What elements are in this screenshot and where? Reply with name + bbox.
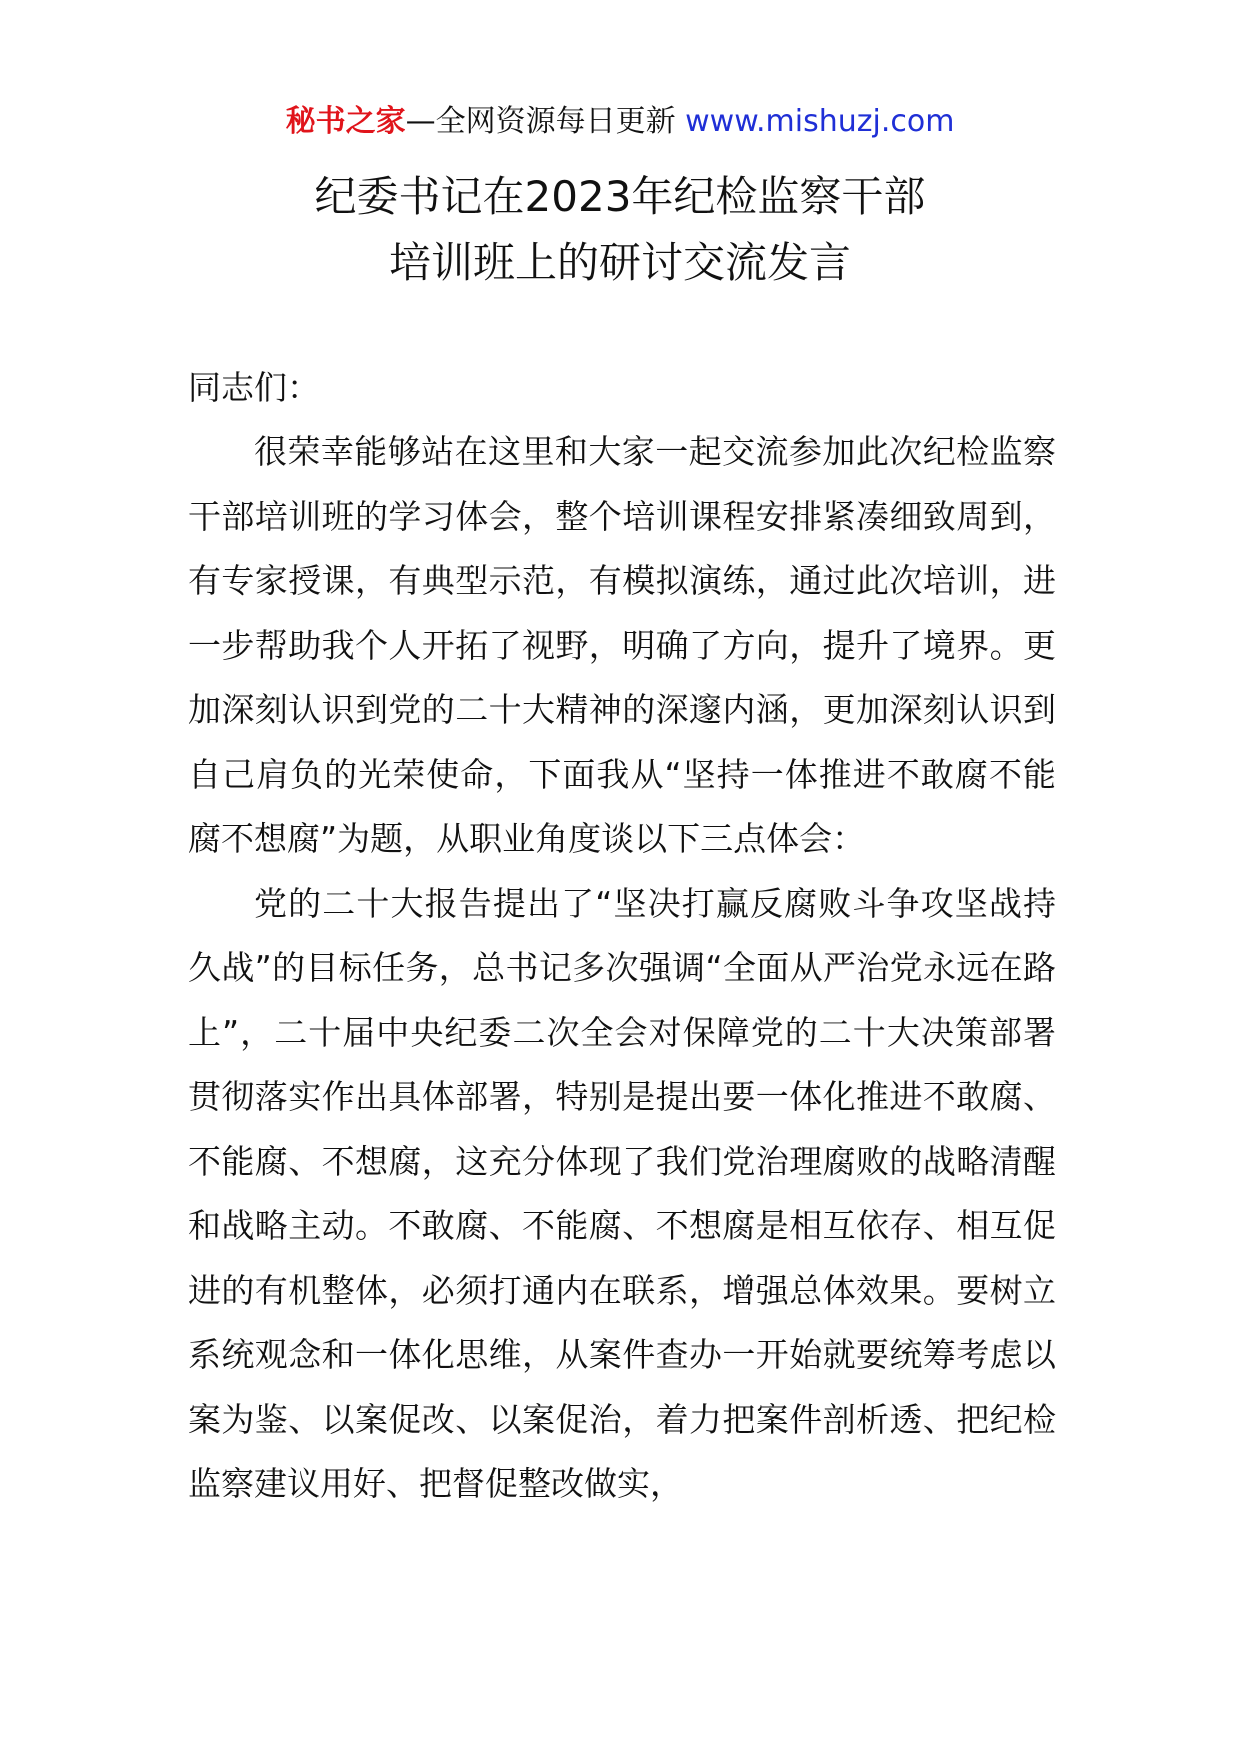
- site-url-link[interactable]: www.mishuzj.com: [685, 104, 955, 139]
- brand-name: 秘书之家: [285, 104, 406, 139]
- title-line-1: 纪委书记在2023年纪检监察干部: [314, 172, 926, 221]
- document-body: [188, 420, 1056, 1517]
- body-paragraph-2: 党的二十大报告提出了“坚决打赢反腐败斗争攻坚战持久战”的目标任务，总书记多次强调“全面从严治党永远在路上”，二十届中央纪委二次全会对保障党的二十大决策部署贯彻落实作出具体部署，特别是提出要一体化推进不敢腐、不能腐、不想腐，这充分体现了我们党治理腐败的战略清醒和战略主动。不敢腐、不能腐、不想腐是相互依存、相互促进的有机整体，必须打通内在联系，增强总体效果。要树立系统观念和一体化思维，从案件查办一开始就要统筹考虑以案为鉴、以案促改、以案促治，着力把案件剖析透、把纪检监察建议用好、把督促整改做实，: [188, 883, 1056, 1503]
- title-line-2: 培训班上的研讨交流发言: [388, 238, 851, 287]
- body-paragraph-1: 很荣幸能够站在这里和大家一起交流参加此次纪检监察干部培训班的学习体会，整个培训课程安排紧凑细致周到，有专家授课，有典型示范，有模拟演练，通过此次培训，进一步帮助我个人开拓了视野，明确了方向，提升了境界。更加深刻认识到党的二十大精神的深邃内涵，更加深刻认识到自己肩负的光荣使命，下面我从“坚持一体推进不敢腐不能腐不想腐”为题，从职业角度谈以下三点体会：: [188, 432, 1056, 858]
- document-title: [0, 164, 1240, 296]
- greeting: 同志们：: [188, 368, 320, 407]
- site-header: [0, 100, 1240, 144]
- site-tagline: —全网资源每日更新: [405, 104, 686, 139]
